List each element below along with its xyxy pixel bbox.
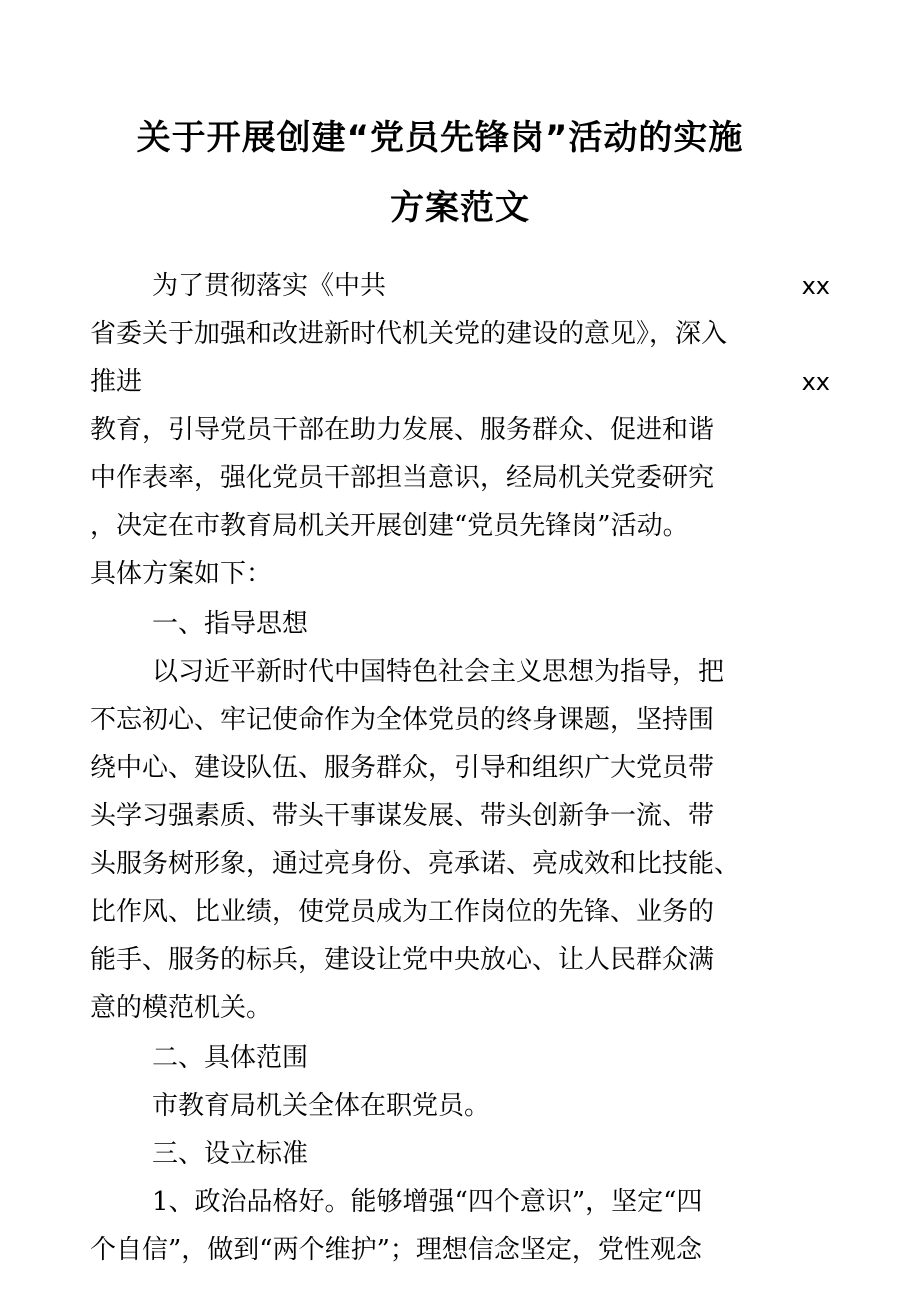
paragraph-line	[152, 268, 830, 304]
document-title-line-2: 方案范文	[390, 188, 530, 228]
document-title-line-1: 关于开展创建“党员先锋岗”活动的实施	[136, 118, 744, 158]
paragraph-line: 中作表率，强化党员干部担当意识，经局机关党委研究	[90, 463, 715, 493]
paragraph-line: 具体方案如下：	[90, 559, 273, 589]
section-heading: 一、指导思想	[152, 609, 309, 639]
paragraph-line: 不忘初心、牢记使命作为全体党员的终身课题，坚持围	[90, 705, 715, 735]
section-heading: 三、设立标准	[152, 1139, 309, 1169]
paragraph-line: 市教育局机关全体在职党员。	[152, 1091, 491, 1121]
paragraph-line: 教育，引导党员干部在助力发展、服务群众、促进和谐	[90, 415, 715, 445]
line-right-text: xx	[801, 272, 830, 300]
paragraph-line: ，决定在市教育局机关开展创建“党员先锋岗”活动。	[90, 511, 689, 541]
line-right-text: xx	[801, 368, 830, 396]
paragraph-line: 以习近平新时代中国特色社会主义思想为指导，把	[152, 657, 725, 687]
paragraph-line: 比作风、比业绩，使党员成为工作岗位的先锋、业务的	[90, 897, 715, 927]
paragraph-line: 绕中心、建设队伍、服务群众，引导和组织广大党员带	[90, 753, 715, 783]
paragraph-line: 头服务树形象，通过亮身份、亮承诺、亮成效和比技能、	[90, 849, 741, 879]
paragraph-line: 能手、服务的标兵，建设让党中央放心、让人民群众满	[90, 945, 715, 975]
paragraph-line: 意的模范机关。	[90, 993, 273, 1023]
paragraph-line: 省委关于加强和改进新时代机关党的建设的意见》，深入	[90, 319, 728, 349]
section-heading: 二、具体范围	[152, 1043, 309, 1073]
paragraph-line: 个自信”，做到“两个维护”；理想信念坚定，党性观念	[90, 1235, 702, 1265]
paragraph-line: 1、政治品格好。能够增强“四个意识”，坚定“四	[152, 1187, 703, 1217]
paragraph-line: 头学习强素质、带头干事谋发展、带头创新争一流、带	[90, 801, 715, 831]
line-left-text: 推进	[90, 367, 143, 397]
line-left-text: 为了贯彻落实《中共	[152, 271, 387, 301]
paragraph-line	[90, 364, 830, 400]
